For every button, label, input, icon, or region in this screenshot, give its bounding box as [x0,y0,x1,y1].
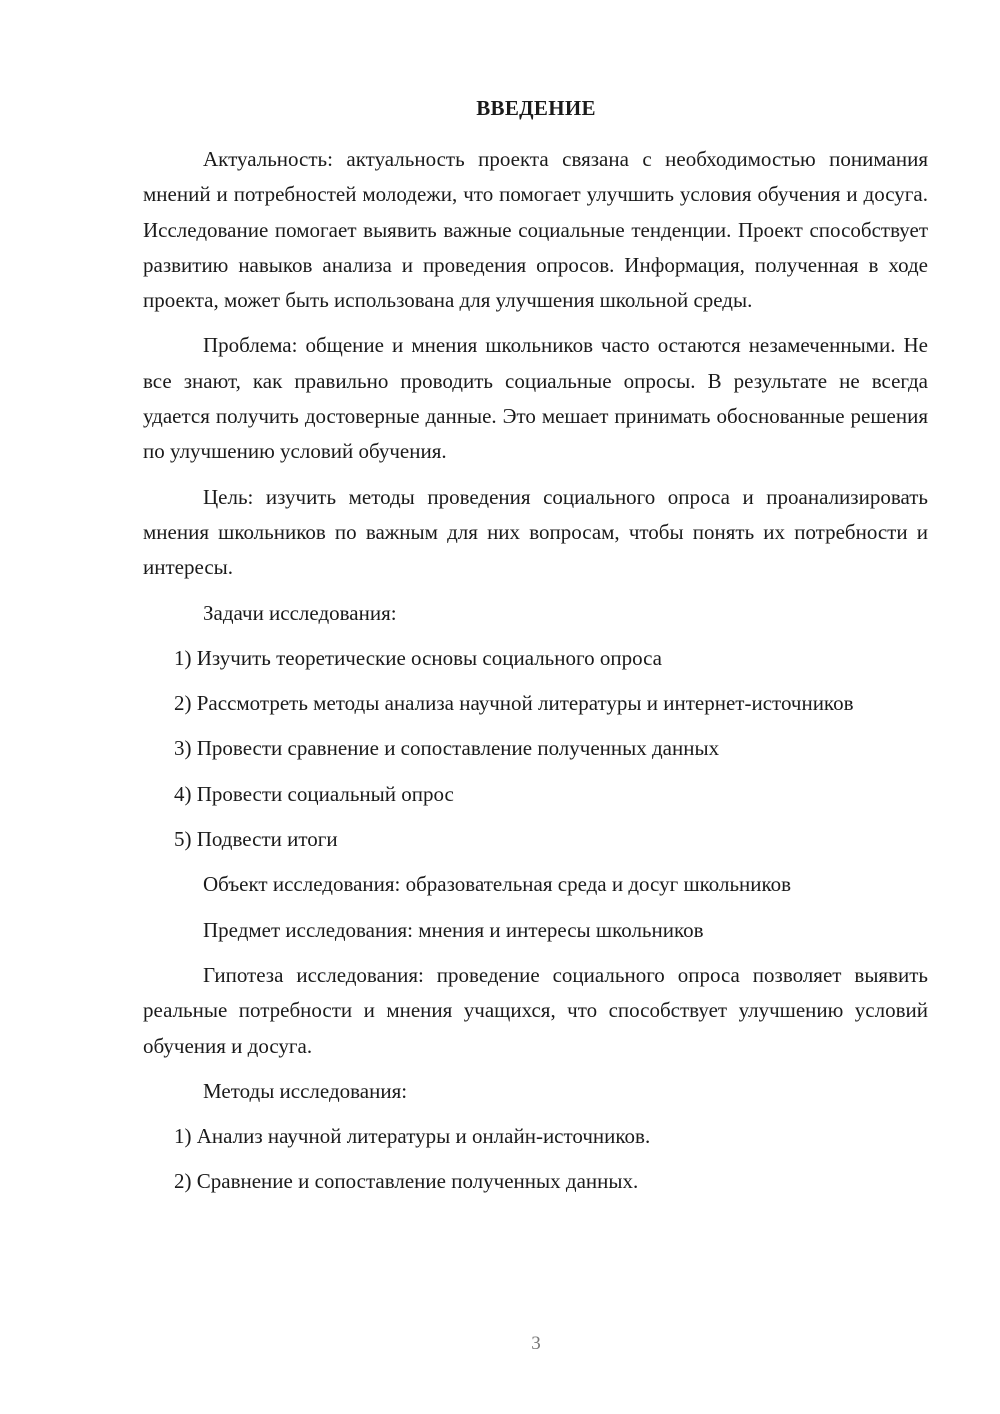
tasks-title: Задачи исследования: [203,600,397,625]
list-item: 5) Подвести итоги [174,827,338,852]
hypothesis-paragraph: Гипотеза исследования: проведение социального опроса позволяет выявить реальные потребности и мнения учащихся, что способствует улучшению условий обучения и досуга. [143,962,928,1058]
tasks-list [143,641,928,857]
goal-paragraph: Цель: изучить методы проведения социального опроса и проанализировать мнения школьников по важным для них вопросам, чтобы понять их потребности и интересы. [143,484,928,580]
methods-title: Методы исследования: [203,1078,408,1103]
page-title: ВВЕДЕНИЕ [476,96,596,120]
list-item: 1) Анализ научной литературы и онлайн-источников. [174,1124,651,1149]
list-item: 2) Сравнение и сопоставление полученных данных. [174,1169,639,1194]
relevance-paragraph: Актуальность: актуальность проекта связана с необходимостью понимания мнений и потребностей молодежи, что помогает улучшить условия обучения и досуга. Исследование помогает выявить важные социальные тенденции. Проект способствует развитию навыков анализа и проведения опросов. Информация, полученная в ходе проекта, может быть использована для улучшения школьной среды. [143,147,928,313]
body-text [143,142,928,1210]
methods-list [143,1119,928,1200]
object-line: Объект исследования: образовательная среда и досуг школьников [203,872,792,897]
problem-paragraph: Проблема: общение и мнения школьников часто остаются незамеченными. Не все знают, как правильно проводить социальные опросы. В результате не всегда удается получить достоверные данные. Это мешает принимать обоснованные решения по улучшению условий обучения. [143,333,928,464]
list-item: 1) Изучить теоретические основы социального опроса [174,645,662,670]
list-item: 3) Провести сравнение и сопоставление полученных данных [174,736,720,761]
subject-line: Предмет исследования: мнения и интересы школьников [203,917,704,942]
list-item: 2) Рассмотреть методы анализа научной литературы и интернет-источников [174,691,854,716]
page-number: 3 [531,1333,541,1354]
list-item: 4) Провести социальный опрос [174,781,454,806]
